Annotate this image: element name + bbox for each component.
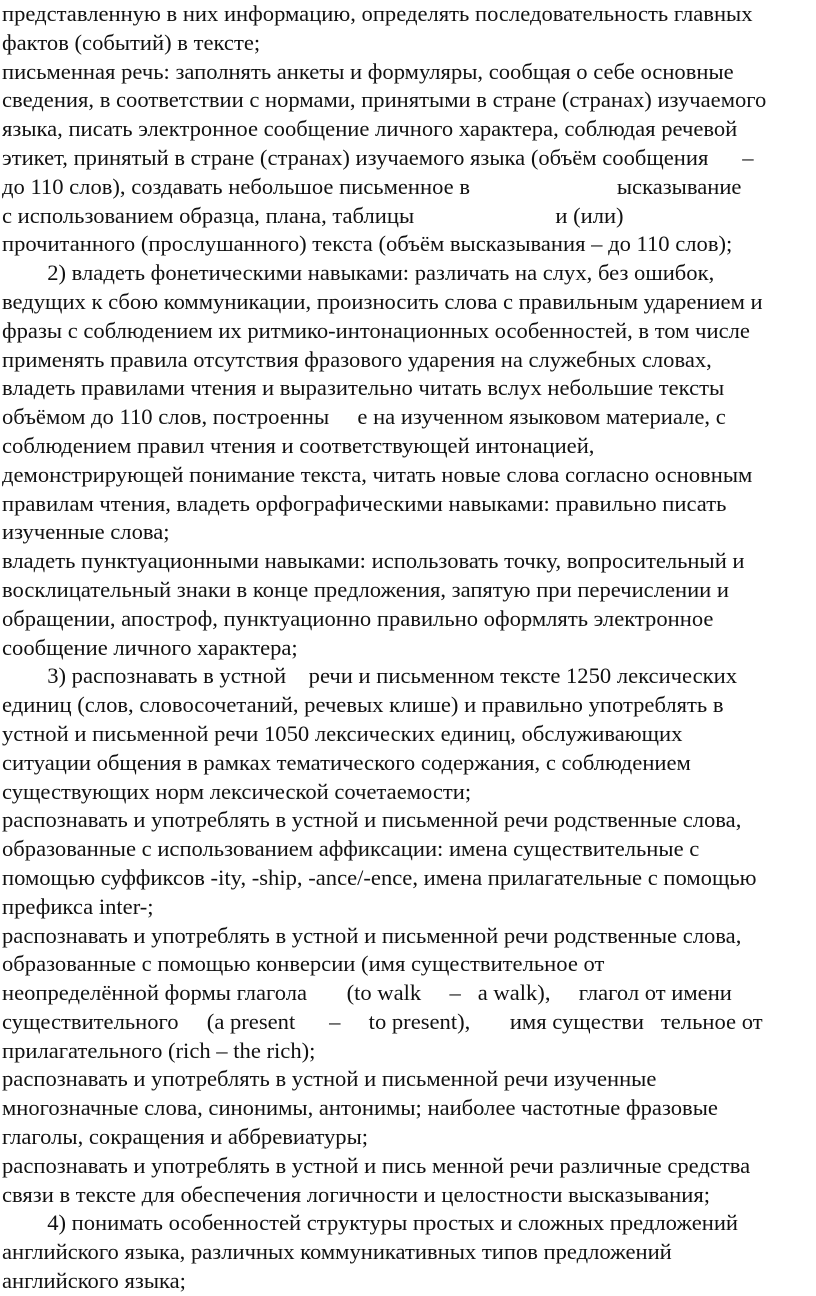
text-line: владеть пунктуационными навыками: использовать точку, вопросительный и — [2, 548, 745, 574]
text-line: фразы с соблюдением их ритмико-интонационных особенностей, в том числе — [2, 317, 750, 343]
text-line: соблюдением правил чтения и соответствующей интонацией, — [2, 432, 595, 458]
text-line: владеть правилами чтения и выразительно читать вслух небольшие тексты — [2, 375, 725, 401]
text-line: помощью суффиксов -ity, -ship, -ance/-ence, имена прилагательные с помощью — [2, 864, 757, 890]
text-line: этикет, принятый в стране (странах) изучаемого языка (объём сообщения – — [2, 144, 754, 170]
text-line: объёмом до 110 слов, построенны е на изученном языковом материале, с — [2, 404, 726, 430]
text-line: единиц (слов, словосочетаний, речевых клише) и правильно употреблять в — [2, 692, 724, 718]
text-line: ведущих к сбою коммуникации, произносить слова с правильным ударением и — [2, 288, 763, 314]
text-line: распознавать и употреблять в устной и письменной речи родственные слова, — [2, 922, 742, 948]
text-line: изученные слова; — [2, 519, 170, 545]
text-line: сообщение личного характера; — [2, 634, 298, 660]
text-line: существительного (a present – to present), имя существи тельное от — [2, 1008, 763, 1034]
text-line: распознавать и употреблять в устной и письменной речи изученные — [2, 1066, 657, 1092]
text-line: представленную в них информацию, определять последовательность главных — [2, 1, 753, 26]
text-line: 4) понимать особенностей структуры простых и сложных предложений — [2, 1210, 739, 1236]
document-page — [2, 0, 816, 1296]
text-line: до 110 слов), создавать небольшое письменное в ысказывание — [2, 173, 742, 199]
text-line: демонстрирующей понимание текста, читать новые слова согласно основным — [2, 461, 753, 487]
text-line: правилам чтения, владеть орфографическими навыками: правильно писать — [2, 490, 727, 516]
text-line: 2) владеть фонетическими навыками: различать на слух, без ошибок, — [2, 260, 715, 286]
text-line: ситуации общения в рамках тематического содержания, с соблюдением — [2, 749, 691, 775]
text-line: английского языка; — [2, 1268, 186, 1294]
text-line: письменная речь: заполнять анкеты и формуляры, сообщая о себе основные — [2, 58, 734, 84]
text-line: существующих норм лексической сочетаемости; — [2, 778, 472, 804]
text-line: прилагательного (rich – the rich); — [2, 1037, 316, 1063]
text-line: неопределённой формы глагола (to walk – a walk), глагол от имени — [2, 980, 732, 1006]
text-line: образованные с использованием аффиксации: имена существительные с — [2, 836, 700, 862]
text-line: связи в тексте для обеспечения логичности и целостности высказывания; — [2, 1181, 711, 1207]
text-line: обращении, апостроф, пунктуационно правильно оформлять электронное — [2, 605, 714, 631]
text-line: языка, писать электронное сообщение личного характера, соблюдая речевой — [2, 116, 738, 142]
text-line: с использованием образца, плана, таблицы и (или) — [2, 202, 624, 228]
text-line: многозначные слова, синонимы, антонимы; наиболее частотные фразовые — [2, 1095, 718, 1121]
text-line: 3) распознавать в устной речи и письменном тексте 1250 лексических — [2, 663, 738, 689]
text-line: распознавать и употреблять в устной и пись менной речи различные средства — [2, 1152, 751, 1178]
text-line: восклицательный знаки в конце предложения, запятую при перечислении и — [2, 576, 730, 602]
text-line: распознавать и употреблять в устной и письменной речи родственные слова, — [2, 807, 742, 833]
text-line: образованные с помощью конверсии (имя существительное от — [2, 951, 605, 977]
text-line: сведения, в соответствии с нормами, принятыми в стране (странах) изучаемого — [2, 87, 767, 113]
text-line: прочитанного (прослушанного) текста (объём высказывания – до 110 слов); — [2, 231, 733, 257]
text-line: устной и письменной речи 1050 лексических единиц, обслуживающих — [2, 720, 683, 746]
text-line: фактов (событий) в тексте; — [2, 29, 261, 55]
text-line: глаголы, сокращения и аббревиатуры; — [2, 1124, 369, 1150]
text-line: применять правила отсутствия фразового ударения на служебных словах, — [2, 346, 712, 372]
text-line: английского языка, различных коммуникативных типов предложений — [2, 1239, 672, 1265]
text-line: префикса inter-; — [2, 893, 154, 919]
